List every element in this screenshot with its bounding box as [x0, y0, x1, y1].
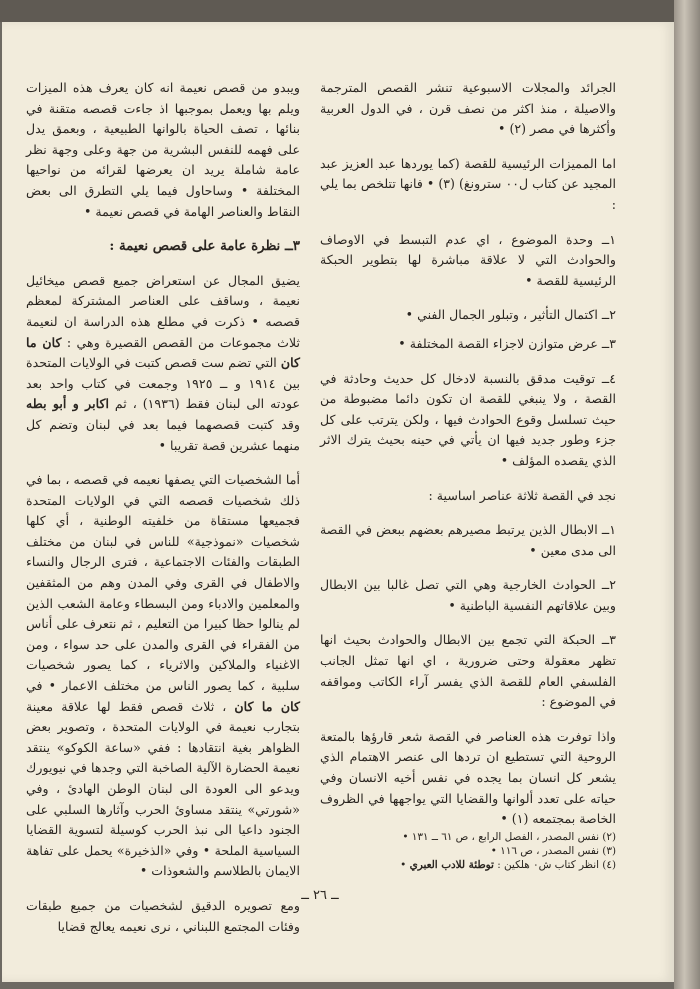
- list-item: ٣ــ عرض متوازن لاجزاء القصة المختلفة •: [398, 335, 616, 351]
- paragraph: [26, 271, 300, 456]
- paragraph: اما المميزات الرئيسية للقصة (كما يوردها عبد العزيز عبد المجيد عن كتاب ل٠٠ سترونغ) (٣) • فانها تتلخص بما يلي :: [320, 155, 616, 212]
- text: أما الشخصيات التي يصفها نعيمه في قصصه ، بما في ذلك شخصيات قصصه التي في الولايات المتحدة فجميعها مستقاة من خلفيته الوطنية ، أي كلها شخصيات «نموذجية» للناس في لبنان من مختلف الطبقات والفئات الاجتماعية ، فترى الرجال والنساء والاطفال في القرى وفي المدن وهم من المثقفين والمعلمين والادباء ومن البسطاء وعامة الشعب الذين لم ينالوا حظا كبيرا من التعليم ، ثم نتعرف على أناس من الفقراء في القرى والمدن على حد سواء ، ومن الاغنياء والملاكين والاثرياء ، كما يصور شخصيات سلبية ، كما يصور الناس من مختلف الاعمار • في: [26, 472, 300, 694]
- list-item: ٤ــ توقيت مدقق بالنسبة لادخال كل حديث وحادثة في القصة ، ولا ينبغي للقصة ان تكون دائما مضبوطة من حيث تسلسل وقوع الحوادث فيها ، ولكن يترتب على كل جزء وطور جديد فيها ان يأتي في حينه بحيث يترك الاثر الذي يقصده المؤلف •: [320, 370, 616, 468]
- footnote: (٣) نفس المصدر ، ص ١١٦ •: [490, 845, 616, 857]
- text: يضيق المجال عن استعراض جميع قصص ميخائيل نعيمة ، وساقف على العناصر المشتركة لمعظم قصصه • ذكرت في مطلع هذه الدراسة ان لنعيمة ثلاث مجموعات من القصص القصيرة وهي :: [26, 272, 300, 350]
- footnote: [320, 858, 616, 872]
- list-item: ٢ــ اكتمال التأثير ، وتبلور الجمال الفني •: [405, 307, 616, 323]
- book-title: اكابر و أبو بطه: [26, 396, 109, 412]
- text: •: [400, 859, 407, 871]
- paragraph: واذا توفرت هذه العناصر في القصة شعر قارؤها بالمتعة الروحية التي تستطيع ان تردها الى عنصر الاهتمام الذي يشعر كل انسان بما يجده في نفس أخيه الانسان وفي حياته على تعدد ألوانها والقضايا التي يواجهها في الظروف الخاصة بمجتمعه (١) •: [320, 728, 616, 827]
- book-binding: [674, 0, 700, 989]
- section-heading: ٣ــ نظرة عامة على قصص نعيمة :: [109, 238, 300, 255]
- left-column: [26, 78, 300, 951]
- page-number: ــ ٢٦ ــ: [301, 888, 339, 903]
- book-title: كان ما كان: [26, 334, 300, 371]
- paragraph: نجد في القصة ثلاثة عناصر اساسية :: [428, 487, 616, 503]
- paragraph: ويبدو من قصص نعيمة انه كان يعرف هذه الميزات ويلم بها ويعمل بموجبها اذ جاءت قصصه متقنة في بنائها ، تصف الحياة بالوانها الطبيعية ، وبعمق يدل على فهمه للنفس البشرية من جهة وعلى وجهة نظر عامة شاملة يريد ان يعرضها لقرائه من نواحيها المختلفة • وساحاول فيما يلي التطرق الى بعض النقاط والعناصر الهامة في قصص نعيمة •: [26, 80, 300, 219]
- paragraph: ومع تصويره الدقيق لشخصيات من جميع طبقات وفئات المجتمع اللبناني ، نرى نعيمه يعالج قضايا: [26, 897, 300, 934]
- right-column: [320, 78, 616, 844]
- footnote: (٢) نفس المصدر ، الفصل الرابع ، ص ٦١ ــ ١٣١ •: [402, 831, 616, 843]
- text: ، ثلاث قصص فقط لها علاقة معينة بتجارب نعيمة في الولايات المتحدة ، وتصوير بعض الظواهر بغية انتقادها : ففي «ساعة الكوكو» ينتقد نعيمة الحضارة الآلية الصاخبة التي وجدها في نيويورك ويدعو الى العودة الى لبنان الوطن الهادئ ، وفي «شورتي» ينتقد مساوئ الحرب وآثارها السلبي على الجنود داعيا الى نبذ الحرب كوسيلة لتسوية القضايا السياسية الملحة • وفي «الذخيرة» يحمل على تفاهة الايمان بالطلاسم والشعوذات •: [26, 698, 300, 879]
- list-item: ١ــ وحدة الموضوع ، اي عدم التبسط في الاوصاف والحوادث التي لا علاقة مباشرة لها بتطوير الحبكة الرئيسية للقصة •: [320, 231, 616, 288]
- book-page: [2, 22, 674, 982]
- paragraph: [26, 470, 300, 882]
- text: (٤) انظر كتاب ش٠ هلكين :: [497, 859, 616, 871]
- book-title: كان ما كان: [234, 698, 300, 714]
- list-item: ٣ــ الحبكة التي تجمع بين الابطال والحوادث بحيث انها تظهر معقولة وحتى ضرورية ، اي انها تمثل الجانب الفلسفي العام للقصة الذي يفسر آراء الكاتب ومواقفه في الموضوع :: [320, 632, 616, 710]
- footnotes: [320, 830, 616, 872]
- scan-top-edge: [0, 0, 674, 22]
- text: التي تضم ست قصص كتبت في الولايات المتحدة بين ١٩١٤ و ــ ١٩٢٥ وجمعت في كتاب واحد بعد عودته الى لبنان فقط (١٩٣٦) ، ثم: [26, 355, 301, 412]
- list-item: ١ــ الابطال الذين يرتبط مصيرهم بعضهم ببعض في القصة الى مدى معين •: [320, 522, 616, 558]
- paragraph: الجرائد والمجلات الاسبوعية تنشر القصص المترجمة والاصيلة ، منذ اكثر من نصف قرن ، في الدول العربية وأكثرها في مصر (٢) •: [320, 80, 616, 137]
- book-title: توطئة للادب العبري: [409, 859, 494, 871]
- text: وقد كتبت قصصهما فيما بعد في لبنان وتضم كل منهما عشرين قصة تقريبا •: [26, 416, 300, 453]
- list-item: ٢ــ الحوادث الخارجية وهي التي تصل غالبا بين الابطال وبين علاقاتهم النفسية الباطنية •: [320, 577, 616, 613]
